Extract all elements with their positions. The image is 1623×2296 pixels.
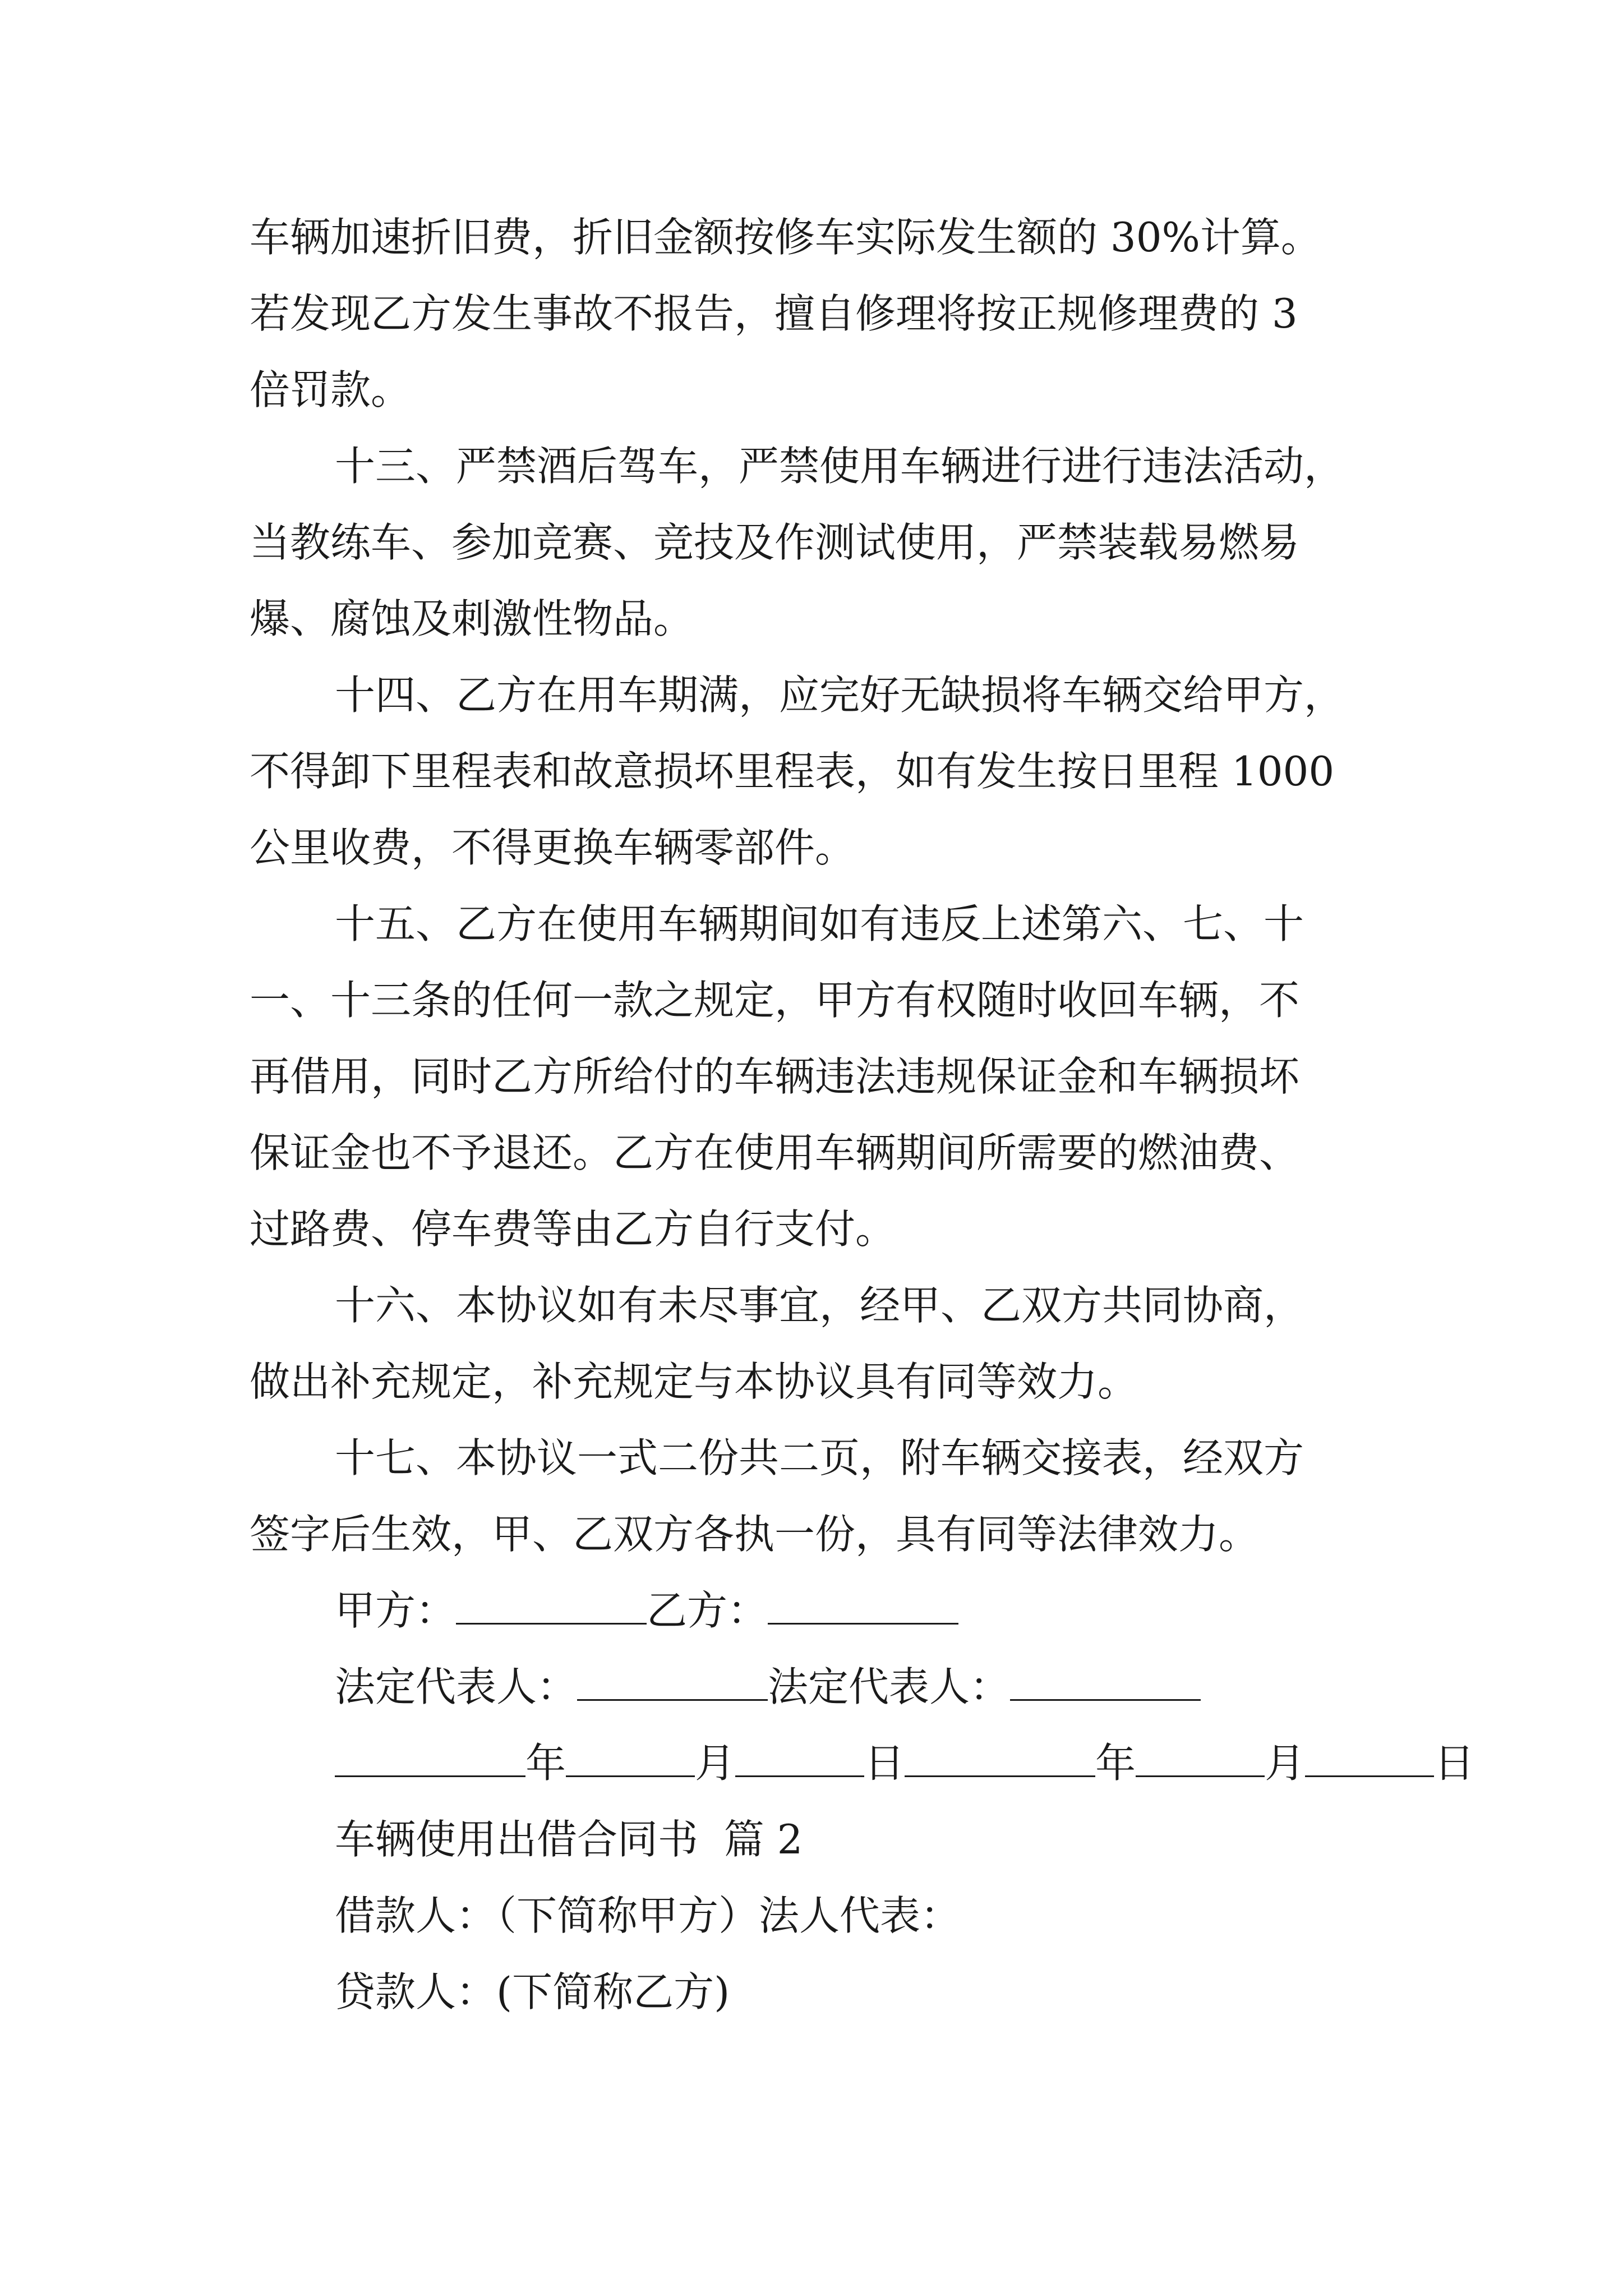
paragraph-line: 若发现乙方发生事故不报告，擅自修理将按正规修理费的 3 (250, 290, 1298, 337)
document-body (250, 199, 1475, 2030)
month-a-blank[interactable] (566, 1742, 695, 1777)
paragraph-line: 倍罚款。 (250, 366, 412, 413)
year-b-blank[interactable] (905, 1742, 1095, 1777)
clause-13-line: 当教练车、参加竞赛、竞技及作测试使用，严禁装载易燃易 (250, 519, 1300, 566)
clause-14-line: 不得卸下里程表和故意损坏里程表，如有发生按日里程 1000 (250, 748, 1335, 795)
clause-17-line: 十七、本协议一式二份共二页，附车辆交接表，经双方 (335, 1434, 1304, 1481)
clause-15-line: 一、十三条的任何一款之规定，甲方有权随时收回车辆，不 (250, 977, 1300, 1024)
day-a-blank[interactable] (735, 1742, 864, 1777)
clause-13-line: 十三、严禁酒后驾车，严禁使用车辆进行进行违法活动， (335, 443, 1345, 490)
party-b-label: 乙方： (647, 1587, 768, 1634)
rep-b-label: 法定代表人： (768, 1663, 1011, 1710)
day-label: 日 (1434, 1740, 1475, 1787)
month-label: 月 (1265, 1740, 1306, 1787)
clause-16-line: 做出补充规定，补充规定与本协议具有同等效力。 (250, 1358, 1138, 1405)
party-a-blank[interactable] (456, 1589, 647, 1625)
clause-15-line: 过路费、停车费等由乙方自行支付。 (250, 1205, 896, 1253)
year-label: 年 (525, 1740, 566, 1787)
clause-15-line: 再借用，同时乙方所给付的车辆违法违规保证金和车辆损坏 (250, 1053, 1300, 1100)
signature-parties-line (250, 1572, 1377, 1649)
rep-a-blank[interactable] (577, 1665, 768, 1701)
day-label: 日 (864, 1740, 905, 1787)
signature-rep-line (250, 1649, 1377, 1725)
clause-14-line: 公里收费，不得更换车辆零部件。 (250, 824, 856, 871)
rep-a-label: 法定代表人： (335, 1663, 578, 1710)
clause-16-line: 十六、本协议如有未尽事宜，经甲、乙双方共同协商， (335, 1282, 1304, 1329)
year-a-blank[interactable] (335, 1742, 525, 1777)
paragraph-line: 车辆加速折旧费，折旧金额按修车实际发生额的 30%计算。 (250, 214, 1321, 261)
month-label: 月 (695, 1740, 736, 1787)
clause-15-line: 保证金也不予退还。乙方在使用车辆期间所需要的燃油费、 (250, 1129, 1300, 1176)
clause-14-line: 十四、乙方在用车期满，应完好无缺损将车辆交给甲方， (335, 671, 1345, 719)
clause-15-line: 十五、乙方在使用车辆期间如有违反上述第六、七、十 (335, 900, 1304, 947)
year-label: 年 (1095, 1740, 1136, 1787)
lender-line: 贷款人：(下简称乙方) (335, 1968, 730, 2016)
party-a-label: 甲方： (335, 1587, 457, 1634)
section-2-title: 车辆使用出借合同书 篇 2 (335, 1816, 803, 1863)
clause-17-line: 签字后生效，甲、乙双方各执一份，具有同等法律效力。 (250, 1511, 1260, 1558)
rep-b-blank[interactable] (1010, 1665, 1201, 1701)
month-b-blank[interactable] (1136, 1742, 1265, 1777)
party-b-blank[interactable] (768, 1589, 958, 1625)
signature-date-line (250, 1725, 1475, 1801)
borrower-line: 借款人：（下简称甲方）法人代表： (335, 1892, 961, 1939)
day-b-blank[interactable] (1305, 1742, 1434, 1777)
clause-13-line: 爆、腐蚀及刺激性物品。 (250, 595, 694, 642)
